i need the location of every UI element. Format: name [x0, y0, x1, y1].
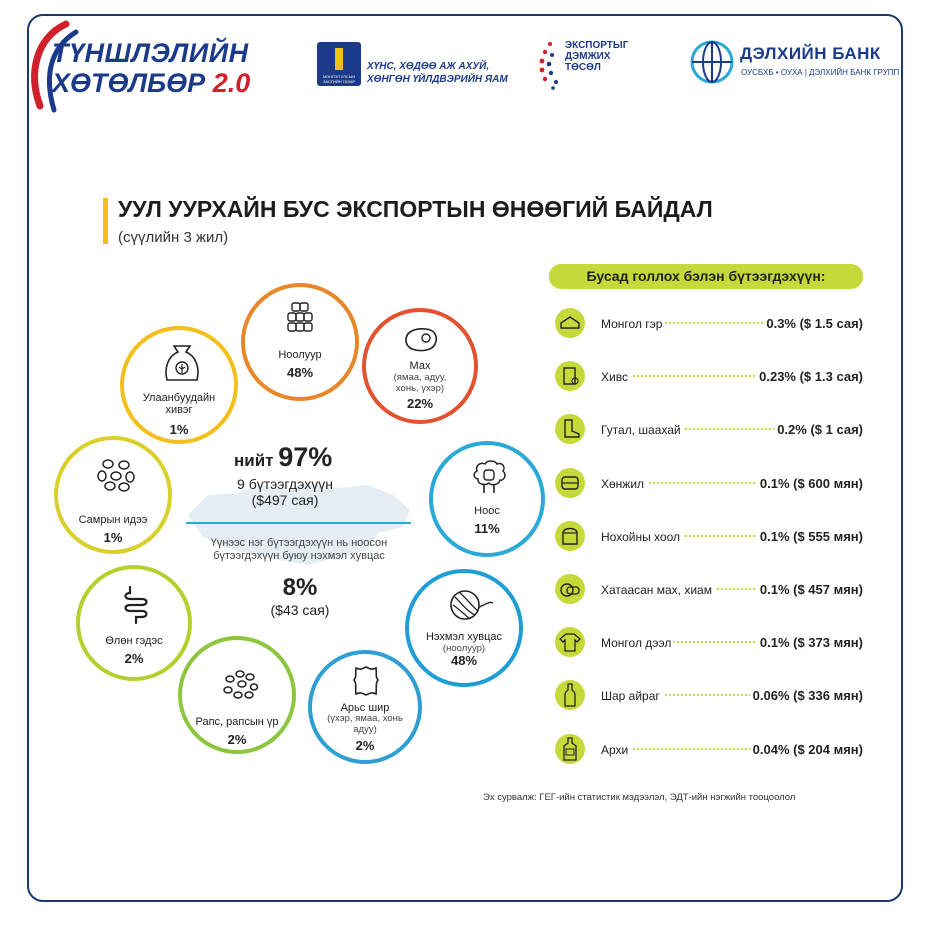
list-item: [555, 734, 863, 770]
item-name: Хивс: [601, 370, 631, 384]
seeds-icon: [220, 668, 260, 702]
circle-wheat-bran: [120, 326, 238, 444]
item-value: 0.04% ($ 204 мян): [750, 742, 863, 757]
item-name: Хөнжил: [601, 477, 647, 491]
circle-percent: 2%: [355, 738, 375, 753]
item-value: 0.1% ($ 600 мян): [757, 476, 863, 491]
circle-percent: 1%: [103, 530, 123, 545]
dog-food-icon: [555, 521, 585, 551]
circle-sublabel: (үхэр, ямаа, хонь адуу): [327, 713, 403, 735]
circle-label: Арьс шир: [340, 702, 390, 714]
circle-meat: [362, 308, 478, 424]
item-value: 0.3% ($ 1.5 сая): [763, 316, 863, 331]
item-value: 0.1% ($ 373 мян): [757, 635, 863, 650]
program-logo-line2: ХӨТӨЛБӨР 2.0: [52, 68, 251, 98]
circle-label: Нэхмэл хувцас: [425, 631, 503, 643]
page-subtitle: (сүүлийн 3 жил): [118, 229, 229, 246]
item-value: 0.1% ($ 457 мян): [757, 582, 863, 597]
circle-sublabel: (ямаа, адуу, хонь, үхэр): [393, 372, 447, 394]
list-item: [555, 468, 863, 504]
circle-label: Рапс, рапсын үр: [195, 716, 279, 728]
list-item: [555, 574, 863, 610]
circle-percent: 48%: [286, 365, 314, 380]
item-name: Гутал, шаахай: [601, 423, 684, 437]
item-value: 0.23% ($ 1.3 сая): [756, 369, 863, 384]
item-name: Монгол дээл: [601, 636, 674, 650]
emblem-caption: МОНГОЛ УЛСЫН ЗАСГИЙН ГАЗАР: [322, 74, 356, 84]
meat-icon: [402, 326, 440, 354]
circle-label: Ноолуур: [278, 349, 322, 361]
boot-icon: [555, 414, 585, 444]
circle-percent: 2%: [124, 651, 144, 666]
circle-label: Ноос: [474, 505, 500, 517]
right-panel-heading: Бусад голлох бэлэн бүтээгдэхүүн:: [549, 264, 863, 289]
circle-label: Мах: [409, 360, 431, 372]
circle-cashmere: [241, 283, 359, 401]
circle-percent: 1%: [169, 422, 189, 437]
cashmere-icon: [285, 301, 315, 335]
world-bank-subtitle: ОУСБХБ • ОУХА | ДЭЛХИЙН БАНК ГРУПП: [741, 68, 900, 77]
total-description: 9 бүтээгдэхүүн ($497 сая): [237, 476, 333, 508]
textile-share-value: 8%: [282, 574, 318, 601]
circle-percent: 2%: [227, 732, 247, 747]
nuts-icon: [94, 458, 138, 492]
list-item: [555, 521, 863, 557]
center-divider: [186, 522, 411, 524]
circle-pine-nuts: [54, 436, 172, 554]
carpet-icon: [555, 361, 585, 391]
circle-sublabel: (ноолуур): [442, 643, 486, 654]
circle-label: Улаанбуудайн хивэг: [142, 392, 216, 416]
yarn-icon: [447, 585, 495, 625]
circle-intestine: [76, 565, 192, 681]
export-project-name: ЭКСПОРТЫГ ДЭМЖИХ ТӨСӨЛ: [565, 40, 629, 73]
program-logo-version: 2.0: [212, 68, 251, 98]
list-item: [555, 361, 863, 397]
hide-icon: [350, 664, 382, 698]
item-value: 0.1% ($ 555 мян): [757, 529, 863, 544]
program-logo-line1: ТҮНШЛЭЛИЙН: [52, 38, 249, 68]
sheep-icon: [469, 459, 509, 497]
list-item: [555, 627, 863, 663]
ministry-name: ХҮНС, ХӨДӨӨ АЖ АХУЙ, ХӨНГӨН ҮЙЛДВЭРИЙН ЯАМ: [367, 61, 508, 85]
circle-wool: [429, 441, 545, 557]
circle-percent: 48%: [450, 653, 478, 668]
item-name: Шар айраг: [601, 689, 663, 703]
list-item: [555, 308, 863, 344]
sausage-icon: [555, 574, 585, 604]
circle-knitwear: [405, 569, 523, 687]
total-value: 97%: [278, 442, 333, 472]
circle-label: Самрын идээ: [78, 514, 148, 526]
blanket-icon: [555, 468, 585, 498]
page-title: УУЛ УУРХАЙН БУС ЭКСПОРТЫН ӨНӨӨГИЙ БАЙДАЛ: [118, 196, 713, 222]
circle-percent: 22%: [406, 396, 434, 411]
circle-hides: [308, 650, 422, 764]
beer-icon: [555, 680, 585, 710]
item-name: Монгол гэр: [601, 317, 665, 331]
intestine-icon: [120, 585, 152, 625]
bran-sack-icon: [162, 342, 202, 386]
item-name: Хатаасан мах, хиам: [601, 583, 715, 597]
source-note: Эх сурвалж: ГЕГ-ийн статистик мэдээлэл, ЭДТ-ийн нэгжийн тооцоолол: [483, 792, 796, 803]
item-name: Нохойны хоол: [601, 530, 683, 544]
world-bank-globe-icon: [690, 40, 734, 84]
item-name: Архи: [601, 743, 631, 757]
world-bank-title: ДЭЛХИЙН БАНК: [740, 44, 881, 63]
title-accent-bar: [103, 198, 108, 244]
list-item: [555, 414, 863, 450]
list-item: [555, 680, 863, 716]
circle-rapeseed: [178, 636, 296, 754]
vodka-icon: [555, 734, 585, 764]
deel-icon: [555, 627, 585, 657]
textile-note: Үүнээс нэг бүтээгдэхүүн нь ноосон бүтээгдэхүүн буюу нэхмэл хувцас: [210, 537, 388, 562]
textile-share-amount: ($43 сая): [270, 602, 330, 618]
yurt-icon: [555, 308, 585, 338]
item-value: 0.2% ($ 1 сая): [774, 422, 863, 437]
item-value: 0.06% ($ 336 мян): [750, 688, 863, 703]
circle-percent: 11%: [474, 521, 500, 536]
circle-label: Өлөн гэдэс: [105, 635, 163, 647]
total-label: нийт 97%: [234, 442, 333, 472]
mongolia-map-icon: [178, 455, 418, 585]
